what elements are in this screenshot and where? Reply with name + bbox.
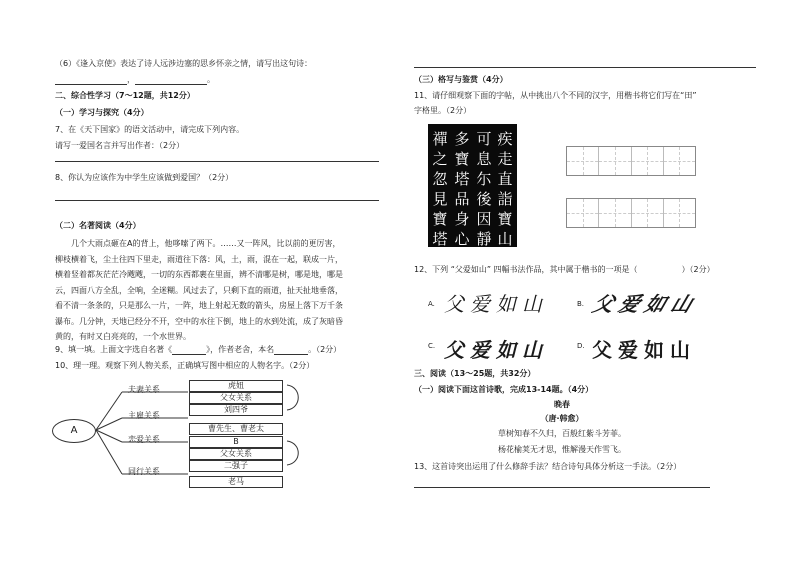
q13-answer-line[interactable] (414, 487, 710, 488)
part-4-title: （一）阅读下面这首诗歌，完成13-14题。（4分） (414, 385, 594, 394)
question-7-sub: 请写一爱国名言并写出作者：（2分） (55, 141, 185, 150)
relation-label: 恋爱关系 (128, 435, 160, 444)
tianzige-row-1[interactable] (566, 146, 696, 176)
relation-box: 曹先生、曹老太 (189, 423, 283, 435)
relation-box: 虎妞 (189, 380, 283, 392)
passage-line: 柳枝横着飞，尘土往四下里走，雨道往下落：风，土，雨，混在一起，联成一片， (55, 254, 343, 264)
part-3-title: （三）格写与鉴赏（4分） (414, 75, 508, 84)
option-b-letter[interactable]: B. (577, 300, 585, 308)
option-a-calligraphy: 父爱如山 (444, 292, 548, 316)
option-a-letter[interactable]: A. (428, 300, 435, 308)
tianzige-cell[interactable] (599, 199, 631, 227)
part-1-title: （一）学习与探究（4分） (55, 108, 149, 117)
question-11-line-1: 11、请仔细观察下面的字帖，从中挑出八个不同的汉字，用楷书将它们写在“田” (414, 91, 697, 100)
relation-label: 主雇关系 (128, 411, 160, 420)
relation-label: 同行关系 (128, 467, 160, 476)
question-11-line-2: 字格里。（2分） (414, 106, 472, 115)
poem-title: 晚春 (554, 400, 570, 409)
passage-line: 黄的，有时又白亮亮的，一个水世界。 (55, 332, 191, 341)
passage-line: 瀑布。几分钟，天地已经分不开，空中的水往下倒，地上的水到处流，成了灰暗昏 (55, 316, 343, 326)
relation-box[interactable]: B (189, 436, 283, 448)
relation-box: 父女关系 (189, 392, 283, 404)
question-6: （6）《逢入京使》表达了诗人远涉边塞的思乡怀亲之情，请写出这句诗： (55, 59, 313, 68)
option-c-calligraphy: 父爱如山 (444, 338, 548, 362)
part-2-title: （二）名著阅读（4分） (55, 221, 141, 230)
question-10: 10、理一理。观察下列人物关系，正确填写图中相应的人物名字。（2分） (55, 361, 315, 370)
option-d-letter[interactable]: D. (577, 342, 585, 350)
calligraphy-column: 疾走直詣寶山 (497, 130, 513, 248)
passage-line: 看不清一条条的，只是那么一片，一阵，地上射起无数的箭头，房屋上落下万千条 (55, 301, 343, 310)
passage-line: 横着竖着都灰茫茫冷飕飕，一切的东西都裹在里面，辨不清哪是树，哪是地，哪是 (55, 270, 343, 279)
tianzige-cell[interactable] (632, 147, 664, 175)
question-13: 13、这首诗突出运用了什么修辞手法？结合诗句具体分析这一手法。（2分） (414, 462, 682, 471)
passage-line: 云，四面八方全乱，全响，全迷糊。风过去了，只剩下直的雨道，扯天扯地垂落， (55, 285, 343, 295)
question-12: 12、下列 “父爱如山” 四幅书法作品，其中属于楷书的一项是（ ）（2分） (414, 265, 715, 274)
calligraphy-column: 可息尓後因靜 (476, 130, 492, 248)
question-7: 7、在《天下国家》的语文活动中，请完成下列内容。 (55, 125, 245, 134)
section-3-title: 三、阅读（13～25题，共32分） (414, 369, 536, 378)
poem-line: 草树知春不久归，百般红紫斗芳菲。 (498, 429, 626, 438)
question-9: 9、填一填。上面文字选自名著《 》，作者老舍，本名 。（2分） (55, 345, 342, 354)
center-person-a: A (52, 419, 96, 443)
tianzige-cell[interactable] (632, 199, 664, 227)
question-8: 8、你认为应该作为中学生应该做到爱国？（2分） (55, 173, 234, 182)
passage-line: 几个大雨点砸在A的背上，他哆嗦了两下。……又一阵风，比以前的更厉害， (55, 239, 341, 248)
relation-box: 老马 (189, 476, 283, 488)
relation-box: 父女关系 (189, 448, 283, 460)
poem-line: 杨花榆荚无才思，惟解漫天作雪飞。 (498, 445, 626, 454)
option-b-calligraphy: 父爱如山 (589, 292, 702, 316)
tianzige-row-2[interactable] (566, 198, 696, 228)
top-rule (414, 67, 756, 68)
poem-author: （唐·韩愈） (540, 414, 584, 423)
option-d-calligraphy: 父爱如山 (592, 338, 696, 362)
option-c-letter[interactable]: C. (428, 342, 436, 350)
calligraphy-column: 禪之忽見寶塔 (432, 130, 448, 248)
relation-label: 夫妻关系 (128, 385, 160, 394)
calligraphy-column: 多寶塔品身心 (454, 130, 470, 248)
tianzige-cell[interactable] (664, 147, 695, 175)
tianzige-cell[interactable] (567, 147, 599, 175)
q6-answer-line[interactable]: ， 。 (55, 74, 215, 85)
tianzige-cell[interactable] (664, 199, 695, 227)
tianzige-cell[interactable] (599, 147, 631, 175)
section-2-title: 二、综合性学习（7～12题，共12分） (55, 91, 195, 100)
relation-box: 刘四爷 (189, 404, 283, 416)
relation-box: 二强子 (189, 460, 283, 472)
tianzige-cell[interactable] (567, 199, 599, 227)
